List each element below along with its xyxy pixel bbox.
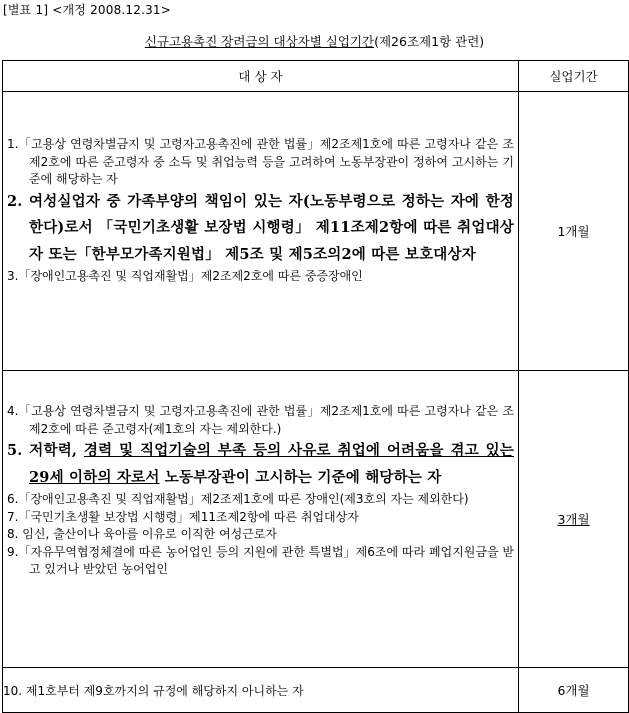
- period-cell-group-2: [519, 371, 629, 668]
- table-row: [3, 668, 629, 713]
- list-item-emphasized: 2. 여성실업자 중 가족부양의 책임이 있는 자(노동부령으로 정하는 자에 한정한다)로서 「국민기초생활 보장법 시행령」 제11조제2항에 따른 취업대상자 또는「한부모가족지원법」 제5조 및 제5조의2에 따른 보호대상자: [7, 192, 514, 263]
- table-header-row: [3, 61, 629, 92]
- document-title-suffix: (제26조제1항 관련): [374, 34, 485, 49]
- target-cell-group-1: [3, 92, 519, 371]
- document-title-main: 신규고용촉진 장려금의 대상자별 실업기간: [144, 34, 375, 49]
- list-item: 4.「고용상 연령차별금지 및 고령자고용촉진에 관한 법률」제2조제1호에 따른 고령자나 같은 조 제2호에 따른 준고령자(제1호의 자는 제외한다.): [7, 404, 514, 436]
- period-cell-group-3: 6개월: [519, 668, 629, 713]
- eligibility-table: [2, 60, 629, 713]
- list-item: 1.「고용상 연령차별금지 및 고령자고용촉진에 관한 법률」제2조제1호에 따른 고령자나 같은 조 제2호에 따른 준고령자 중 소득 및 취업능력 등을 고려하여 노동부장관이 정하여 고시하는 기준에 해당하는 자: [7, 137, 514, 186]
- column-header-period: 실업기간: [519, 61, 629, 92]
- list-item: 6.「장애인고용촉진 및 직업재활법」제2조제1호에 따른 장애인(제3호의 자는 제외한다): [7, 492, 469, 506]
- table-row: [3, 92, 629, 371]
- target-cell-group-2: [3, 371, 519, 668]
- list-item: 8. 임신, 출산이나 육아를 이유로 이직한 여성근로자: [7, 527, 277, 541]
- period-value: 3개월: [557, 512, 590, 527]
- emphasis-text-c: 노동부장관이 고시하는 기준에 해당하는 자: [159, 468, 442, 486]
- table-row: [3, 371, 629, 668]
- list-item: 3.「장애인고용촉진 및 직업재활법」제2조제2호에 따른 중증장애인: [7, 269, 363, 283]
- document-title: [0, 32, 629, 50]
- period-cell-group-1: 1개월: [519, 92, 629, 371]
- column-header-target: 대 상 자: [3, 61, 519, 92]
- emphasis-text-a: 5. 저학력,: [7, 442, 84, 459]
- target-cell-group-3: 10. 제1호부터 제9호까지의 규정에 해당하지 아니하는 자: [3, 668, 519, 713]
- list-item-emphasized: [7, 438, 514, 491]
- list-item: 7.「국민기초생활 보장법 시행령」제11조제2항에 따른 취업대상자: [7, 509, 359, 524]
- annex-header: [별표 1] <개정 2008.12.31>: [3, 3, 172, 17]
- emphasis-text-underlined: 경력 및 직업기술의 부족 등의 사유로 취업에 어려움을 겪고 있는 29세 이하의 자로서: [29, 442, 514, 486]
- list-item: 9.「자유무역협정체결에 따른 농어업인 등의 지원에 관한 특별법」제6조에 따라 폐업지원금을 받고 있거나 받았던 농어업인: [7, 544, 514, 576]
